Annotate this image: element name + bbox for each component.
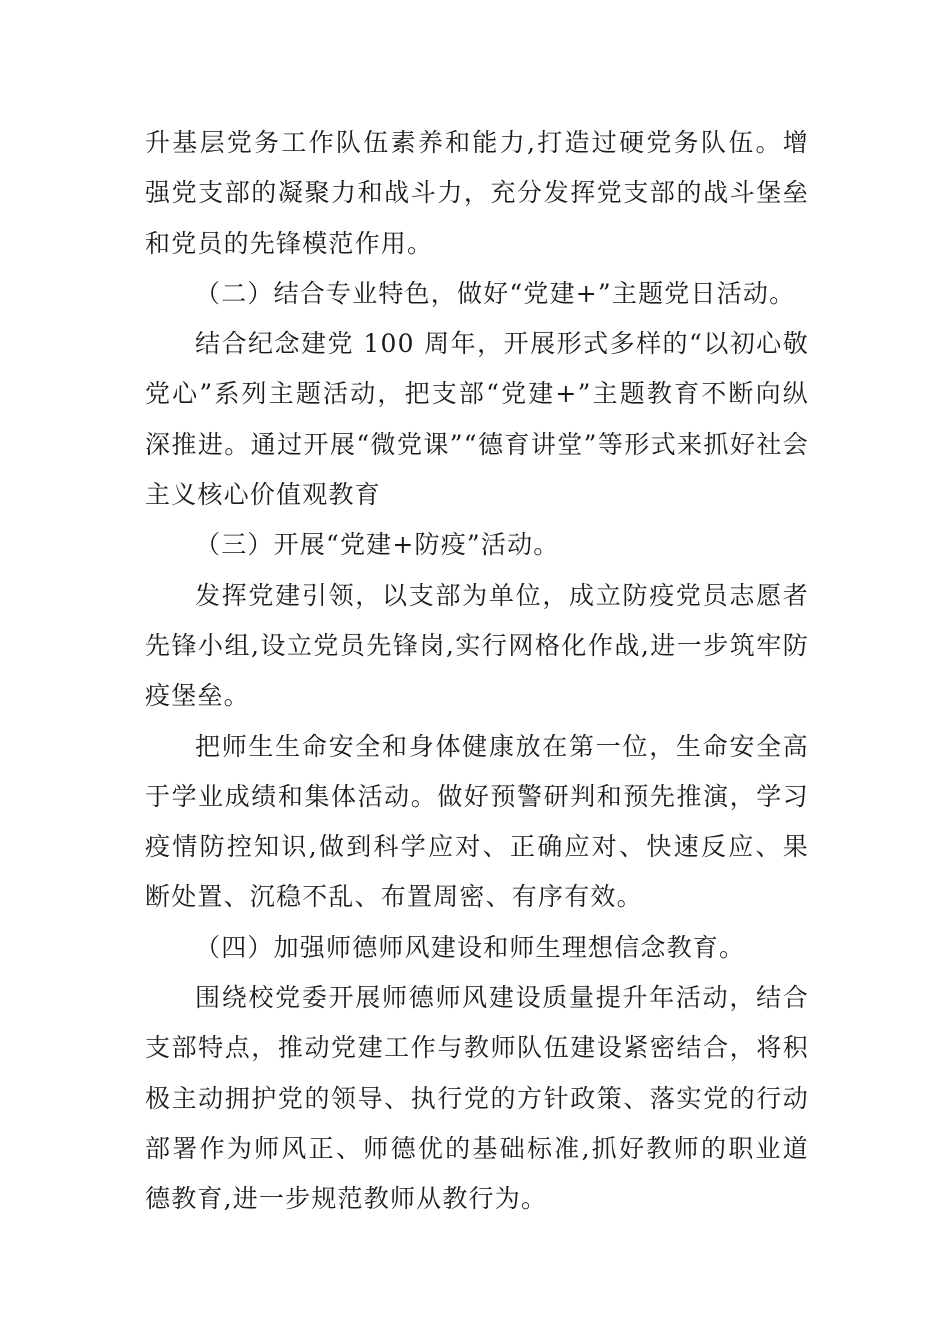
section-heading-2: （二）结合专业特色，做好“党建+”主题党日活动。 xyxy=(195,278,796,308)
paragraph-continued: 升基层党务工作队伍素养和能力,打造过硬党务队伍。增强党支部的凝聚力和战斗力，充分发挥党支部的战斗堡垒和党员的先锋模范作用。 xyxy=(145,128,809,258)
document-body xyxy=(145,118,809,1225)
paragraph-teacher-ethics: 围绕校党委开展师德师风建设质量提升年活动，结合支部特点，推动党建工作与教师队伍建设紧密结合，将积极主动拥护党的领导、执行党的方针政策、落实党的行动部署作为师风正、师德优的基础标准,抓好教师的职业道德教育,进一步规范教师从教行为。 xyxy=(145,983,809,1214)
paragraph-safety-first: 把师生生命安全和身体健康放在第一位，生命安全高于学业成绩和集体活动。做好预警研判和预先推演，学习疫情防控知识,做到科学应对、正确应对、快速反应、果断处置、沉稳不乱、布置周密、有序有效。 xyxy=(145,731,809,912)
section-heading-3: （三）开展“党建+防疫”活动。 xyxy=(195,530,560,560)
paragraph-epidemic-volunteers: 发挥党建引领，以支部为单位，成立防疫党员志愿者先锋小组,设立党员先锋岗,实行网格化作战,进一步筑牢防疫堡垒。 xyxy=(145,580,809,711)
paragraph-party-building-plus: 结合纪念建党 100 周年，开展形式多样的“以初心敬党心”系列主题活动，把支部“党建+”主题教育不断向纵深推进。通过开展“微党课”“德育讲堂”等形式来抓好社会主义核心价值观教育 xyxy=(145,329,809,510)
section-heading-4: （四）加强师德师风建设和师生理想信念教育。 xyxy=(195,932,746,962)
